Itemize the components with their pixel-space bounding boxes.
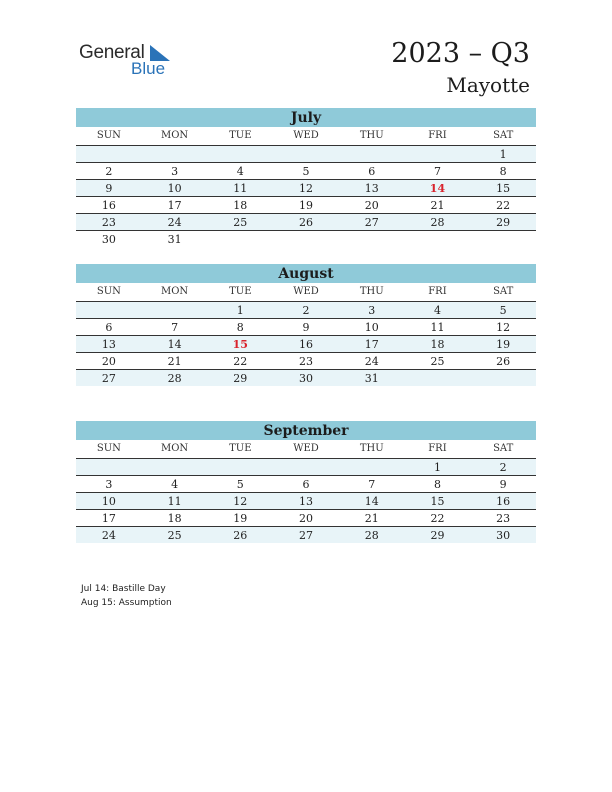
day-cell [207, 146, 273, 162]
week-row [76, 163, 536, 180]
brand-logo [79, 42, 179, 78]
week-row [76, 231, 536, 247]
week-row [76, 214, 536, 231]
day-cell: 23 [101, 216, 116, 229]
day-cell: 13 [364, 182, 379, 195]
day-cell [339, 146, 405, 162]
weekday-label: FRI [428, 286, 447, 297]
week-row [76, 197, 536, 214]
day-cell: 3 [368, 304, 376, 317]
day-cell: 12 [496, 321, 511, 334]
day-cell: 12 [299, 182, 314, 195]
day-cell [76, 459, 142, 475]
weekday-label: SAT [493, 443, 514, 454]
day-cell: 2 [302, 304, 310, 317]
day-cell: 15 [496, 182, 511, 195]
week-row [76, 180, 536, 197]
day-cell: 8 [499, 165, 507, 178]
day-cell: 7 [433, 165, 441, 178]
weekday-header-row [76, 127, 536, 146]
day-cell: 18 [167, 512, 182, 525]
day-cell: 13 [101, 338, 116, 351]
holiday-date: 15 [232, 338, 248, 351]
day-cell: 25 [430, 355, 445, 368]
day-cell: 17 [167, 199, 182, 212]
day-cell: 31 [364, 372, 379, 385]
day-cell [405, 370, 471, 386]
day-cell: 25 [233, 216, 248, 229]
day-cell: 29 [496, 216, 511, 229]
day-cell [339, 231, 405, 247]
day-cell: 5 [302, 165, 310, 178]
day-cell: 6 [105, 321, 113, 334]
day-cell: 26 [299, 216, 314, 229]
weekday-label: WED [293, 130, 319, 141]
holiday-date: 14 [429, 182, 446, 195]
day-cell: 5 [499, 304, 507, 317]
week-row [76, 302, 536, 319]
month-header: July [76, 108, 536, 127]
day-cell [142, 146, 208, 162]
weekday-label: MON [160, 130, 189, 141]
day-cell: 16 [101, 199, 116, 212]
day-cell: 3 [105, 478, 113, 491]
day-cell: 28 [364, 529, 379, 542]
month-header: August [76, 264, 536, 283]
month-calendar-july [76, 108, 536, 247]
day-cell: 27 [101, 372, 116, 385]
day-cell [76, 146, 142, 162]
holiday-note: Aug 15: Assumption [81, 598, 172, 608]
day-cell: 20 [364, 199, 379, 212]
day-cell: 22 [496, 199, 511, 212]
day-cell: 17 [101, 512, 116, 525]
week-row [76, 527, 536, 543]
holiday-notes [81, 582, 172, 610]
day-cell: 26 [233, 529, 248, 542]
day-cell: 14 [167, 338, 182, 351]
day-cell [339, 459, 405, 475]
day-cell: 1 [499, 148, 507, 161]
weekday-label: SAT [493, 130, 514, 141]
page-title: 2023 – Q3 [391, 38, 530, 69]
week-row [76, 353, 536, 370]
week-row [76, 146, 536, 163]
day-cell [273, 146, 339, 162]
day-cell: 10 [101, 495, 116, 508]
week-row [76, 493, 536, 510]
day-cell [273, 459, 339, 475]
weekday-label: MON [160, 443, 189, 454]
day-cell: 20 [299, 512, 314, 525]
day-cell: 8 [433, 478, 441, 491]
day-cell: 27 [299, 529, 314, 542]
day-cell: 20 [101, 355, 116, 368]
day-cell: 29 [233, 372, 248, 385]
day-cell: 10 [364, 321, 379, 334]
week-row [76, 459, 536, 476]
weekday-label: SAT [493, 286, 514, 297]
day-cell: 22 [233, 355, 248, 368]
day-cell: 2 [105, 165, 113, 178]
weekday-label: SUN [96, 286, 121, 297]
day-cell [470, 370, 536, 386]
day-cell: 6 [302, 478, 310, 491]
day-cell: 4 [433, 304, 441, 317]
day-cell: 7 [171, 321, 179, 334]
day-cell: 18 [233, 199, 248, 212]
weekday-label: THU [359, 130, 384, 141]
day-cell: 9 [302, 321, 310, 334]
day-cell: 4 [171, 478, 179, 491]
day-cell: 28 [430, 216, 445, 229]
day-cell: 23 [299, 355, 314, 368]
day-cell: 6 [368, 165, 376, 178]
day-cell: 1 [433, 461, 441, 474]
weekday-label: FRI [428, 443, 447, 454]
day-cell: 21 [167, 355, 182, 368]
day-cell: 3 [171, 165, 179, 178]
day-cell: 15 [430, 495, 445, 508]
day-cell: 22 [430, 512, 445, 525]
day-cell: 23 [496, 512, 511, 525]
day-cell: 24 [167, 216, 182, 229]
week-row [76, 476, 536, 493]
day-cell: 9 [499, 478, 507, 491]
month-calendar-august [76, 264, 536, 386]
day-cell: 31 [167, 233, 182, 246]
logo-blue-text: Blue [131, 59, 166, 78]
month-header: September [76, 421, 536, 440]
day-cell: 30 [299, 372, 314, 385]
weekday-label: THU [359, 286, 384, 297]
weekday-header-row [76, 283, 536, 302]
day-cell: 14 [364, 495, 379, 508]
week-row [76, 370, 536, 386]
day-cell: 19 [496, 338, 511, 351]
week-row [76, 336, 536, 353]
day-cell [207, 459, 273, 475]
day-cell: 21 [430, 199, 445, 212]
day-cell: 11 [167, 495, 182, 508]
weekday-header-row [76, 440, 536, 459]
day-cell: 2 [499, 461, 507, 474]
weekday-label: SUN [96, 443, 121, 454]
day-cell: 19 [299, 199, 314, 212]
day-cell: 26 [496, 355, 511, 368]
weekday-label: TUE [229, 286, 252, 297]
day-cell: 16 [496, 495, 511, 508]
day-cell: 16 [299, 338, 314, 351]
week-row [76, 510, 536, 527]
day-cell: 9 [105, 182, 113, 195]
holiday-note: Jul 14: Bastille Day [81, 584, 166, 594]
day-cell: 30 [101, 233, 116, 246]
day-cell: 8 [236, 321, 244, 334]
day-cell: 30 [496, 529, 511, 542]
day-cell: 17 [364, 338, 379, 351]
day-cell: 1 [236, 304, 244, 317]
day-cell: 19 [233, 512, 248, 525]
day-cell: 12 [233, 495, 248, 508]
day-cell: 21 [364, 512, 379, 525]
day-cell [470, 231, 536, 247]
day-cell: 27 [364, 216, 379, 229]
day-cell: 24 [364, 355, 379, 368]
weekday-label: FRI [428, 130, 447, 141]
day-cell: 4 [236, 165, 244, 178]
day-cell: 7 [368, 478, 376, 491]
day-cell [273, 231, 339, 247]
day-cell: 10 [167, 182, 182, 195]
day-cell [142, 459, 208, 475]
weekday-label: THU [359, 443, 384, 454]
month-calendar-september [76, 421, 536, 543]
weekday-label: WED [293, 286, 319, 297]
week-row [76, 319, 536, 336]
day-cell: 13 [299, 495, 314, 508]
weekday-label: TUE [229, 443, 252, 454]
weekday-label: TUE [229, 130, 252, 141]
day-cell: 11 [430, 321, 445, 334]
day-cell: 25 [167, 529, 182, 542]
day-cell: 5 [236, 478, 244, 491]
day-cell: 28 [167, 372, 182, 385]
day-cell [76, 302, 142, 318]
day-cell [405, 231, 471, 247]
day-cell: 24 [101, 529, 116, 542]
logo-general-text: General [79, 42, 145, 63]
day-cell: 11 [233, 182, 248, 195]
day-cell: 18 [430, 338, 445, 351]
weekday-label: MON [160, 286, 189, 297]
day-cell [405, 146, 471, 162]
weekday-label: WED [293, 443, 319, 454]
day-cell [207, 231, 273, 247]
day-cell [142, 302, 208, 318]
weekday-label: SUN [96, 130, 121, 141]
day-cell: 29 [430, 529, 445, 542]
country-name: Mayotte [446, 73, 530, 97]
